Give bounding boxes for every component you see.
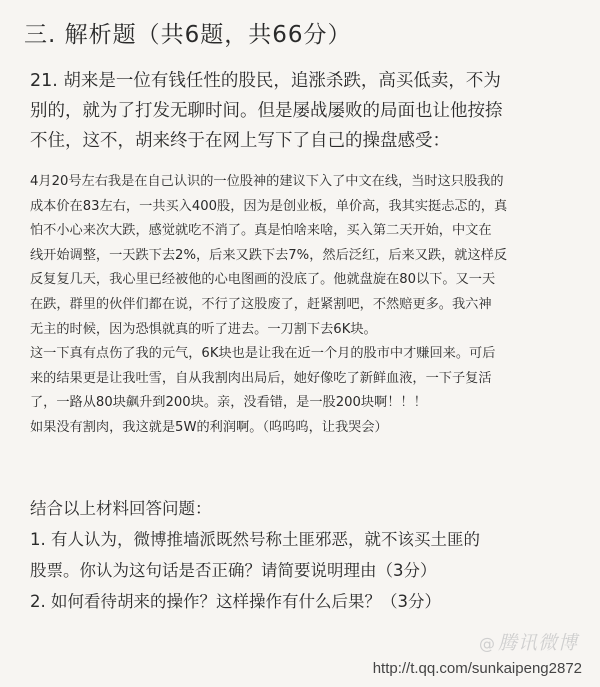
story-line: 如果没有割肉，我这就是5W的利润啊。（呜呜呜，让我哭会） — [30, 419, 388, 435]
story-line: 线开始调整，一天跌下去2%，后来又跌下去7%，然后泛红，后来又跌，就这样反 — [30, 247, 508, 263]
watermark-text: 腾讯微博 — [497, 632, 578, 654]
section-title: 三. 解析题（共6题，共66分） — [24, 22, 352, 48]
prompt-line: 2. 如何看待胡来的操作？这样操作有什么后果？（3分） — [30, 592, 441, 611]
story-line: 无主的时候，因为恐惧就真的听了进去。一刀割下去6K块。 — [30, 321, 377, 337]
story-line: 来的结果更是让我吐雪，自从我割肉出局后，她好像吃了新鲜血液，一下子复活 — [30, 370, 492, 386]
story-line: 4月20号左右我是在自己认识的一位股神的建议下入了中文在线，当时这只股我的 — [30, 174, 504, 189]
story-line: 反复复几天，我心里已经被他的心电图画的没底了。他就盘旋在80以下。又一天 — [30, 272, 496, 288]
question-21-intro — [30, 66, 582, 156]
question-line: 不住，这不，胡来终于在网上写下了自己的操盘感受： — [30, 131, 450, 151]
question-line: 别的，就为了打发无聊时间。但是屡战屡败的局面也让他按捺 — [30, 101, 503, 121]
story-line: 成本价在83左右，一共买入400股，因为是创业板，单价高，我其实挺忐忑的，真 — [30, 198, 508, 214]
prompt-line: 结合以上材料回答问题： — [30, 499, 212, 518]
trading-story-passage — [30, 170, 590, 441]
story-line: 了，一路从80块飙升到200块。亲，没看错，是一股200块啊！！！ — [30, 395, 427, 411]
tencent-weibo-watermark — [479, 628, 578, 655]
at-icon: @ — [478, 634, 496, 653]
prompt-line: 1. 有人认为，微博推墙派既然号称土匪邪恶，就不该买土匪的 — [30, 530, 480, 549]
story-line: 怕不小心来次大跌，感觉就吃不消了。真是怕啥来啥，买入第二天开始，中文在 — [30, 223, 492, 239]
question-line: 21. 胡来是一位有钱任性的股民，追涨杀跌，高买低卖，不为 — [30, 71, 501, 91]
answer-prompt — [30, 493, 590, 617]
prompt-line: 股票。你认为这句话是否正确？请简要说明理由（3分） — [30, 561, 437, 580]
source-url: http://t.qq.com/sunkaipeng2872 — [372, 660, 582, 677]
story-line: 这一下真有点伤了我的元气，6K块也是让我在近一个月的股市中才赚回来。可后 — [30, 346, 496, 362]
story-line: 在跌，群里的伙伴们都在说，不行了这股废了，赶紧割吧，不然赔更多。我六神 — [30, 296, 492, 312]
